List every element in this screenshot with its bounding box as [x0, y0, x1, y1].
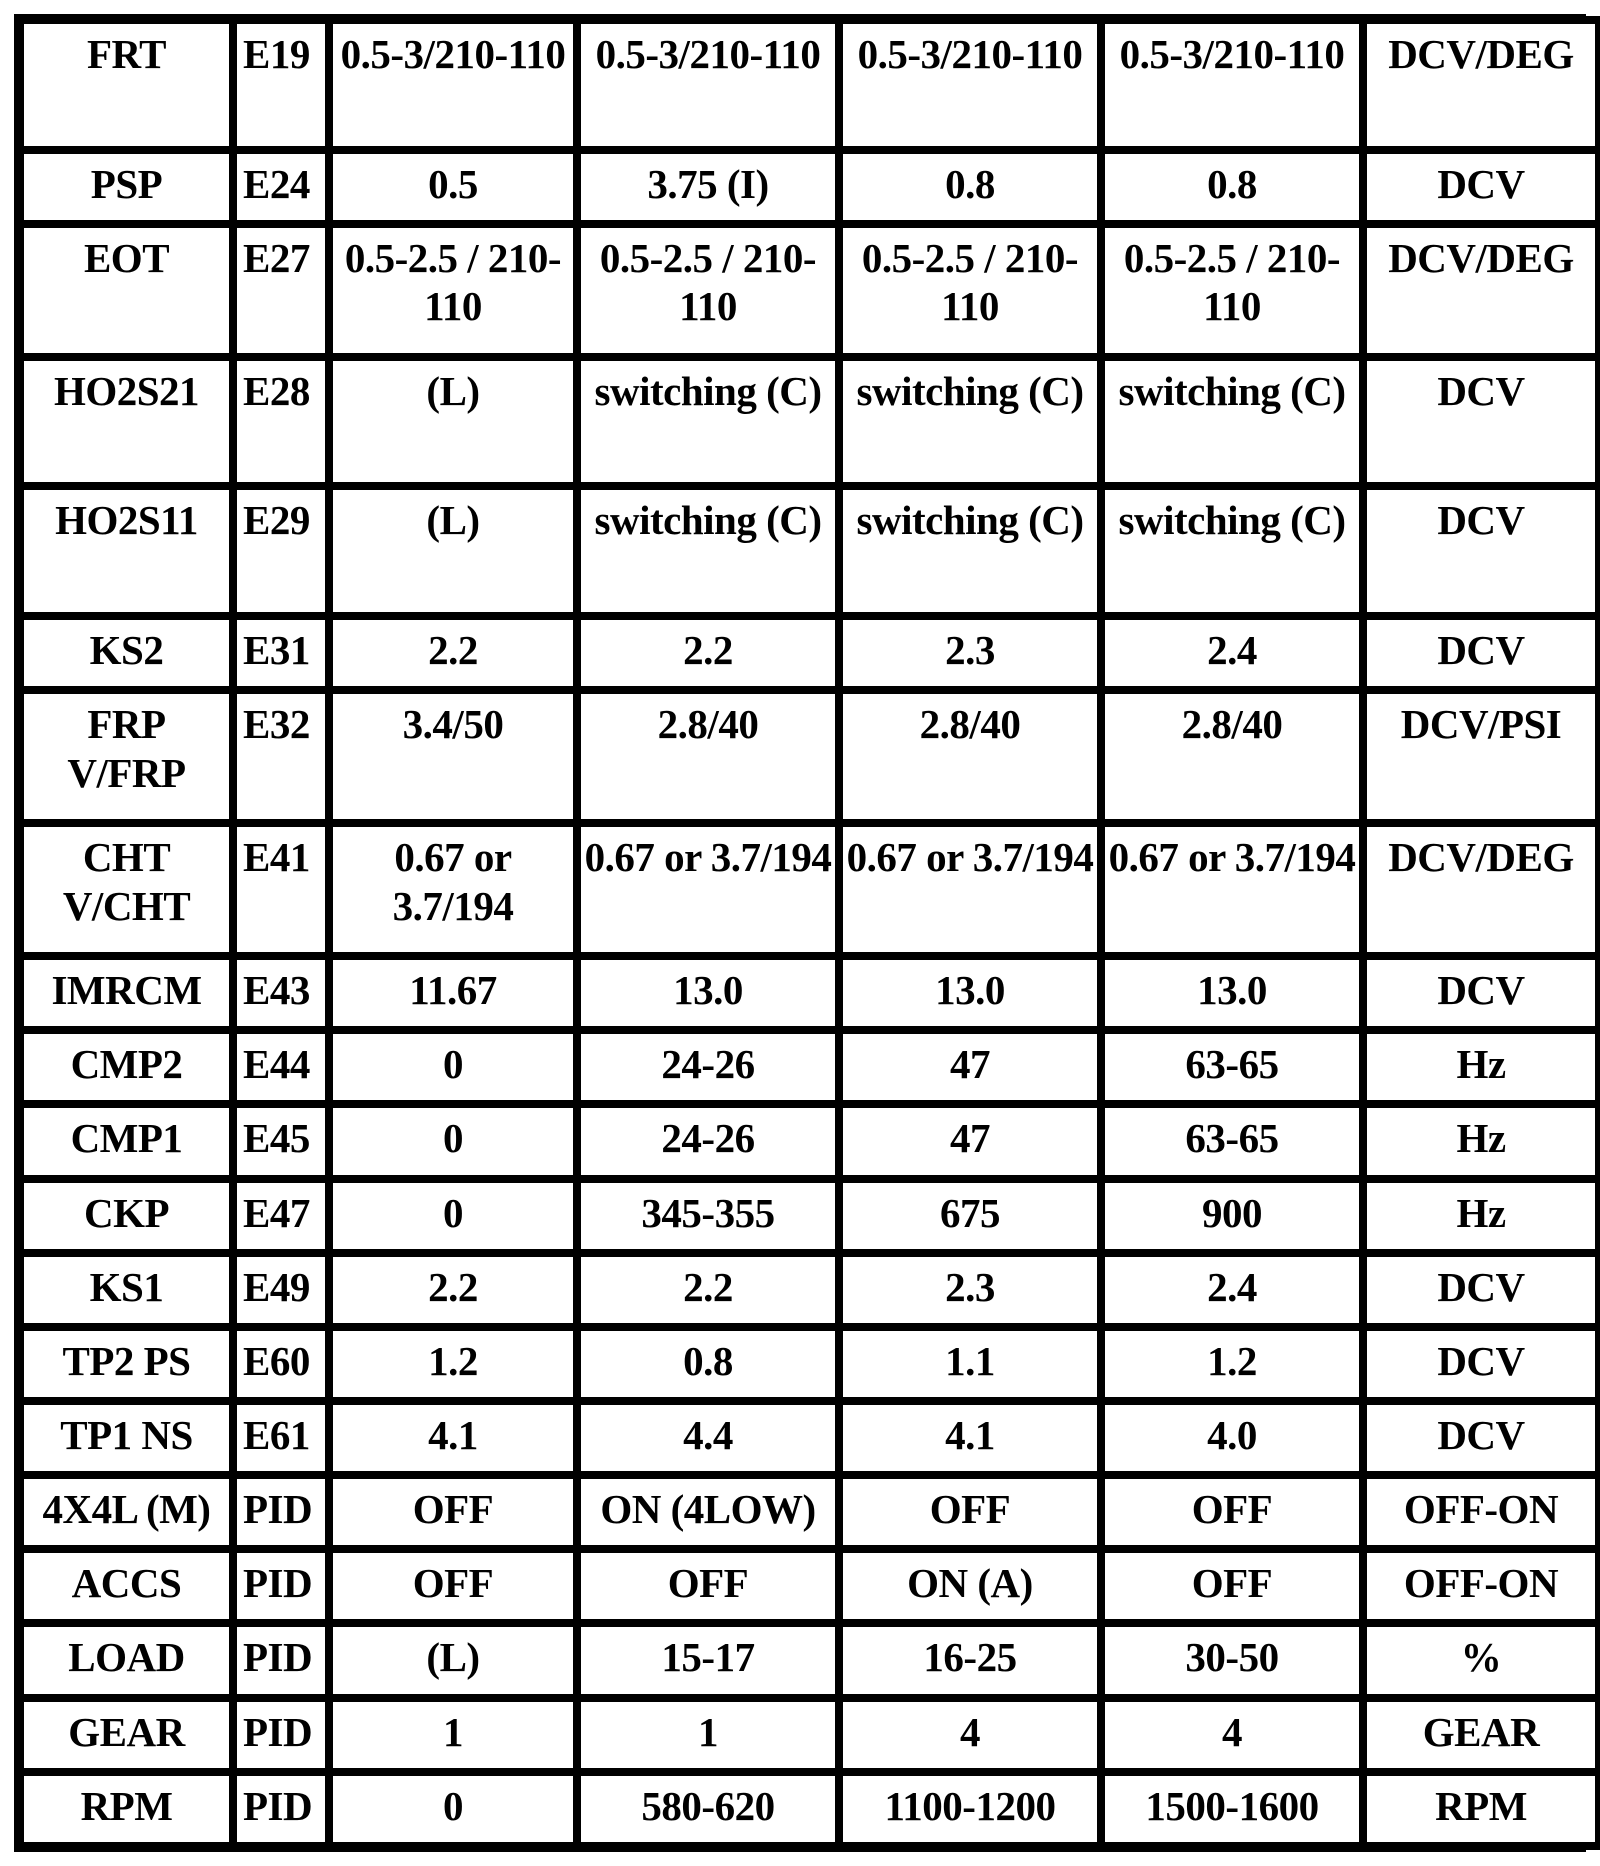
pin-code-cell: E27 — [237, 228, 325, 353]
table-row — [24, 361, 1595, 483]
pin-code-cell: E19 — [237, 24, 325, 146]
value-cell-3: OFF — [843, 1479, 1097, 1545]
value-cell-4: 4.0 — [1105, 1405, 1359, 1471]
pin-code-cell: PID — [237, 1553, 325, 1619]
value-cell-3: 0.8 — [843, 154, 1097, 220]
signal-name-cell: PSP — [24, 154, 229, 220]
table-row — [24, 24, 1595, 146]
value-cell-1: OFF — [333, 1479, 573, 1545]
pin-code-cell: E60 — [237, 1331, 325, 1397]
value-cell-1: 0 — [333, 1183, 573, 1249]
value-cell-3: ON (A) — [843, 1553, 1097, 1619]
unit-cell: DCV/PSI — [1367, 694, 1595, 819]
value-cell-2: 0.5-2.5 / 210-110 — [581, 228, 835, 353]
signal-name-cell: CKP — [24, 1183, 229, 1249]
pin-code-cell: E47 — [237, 1183, 325, 1249]
value-cell-1: 0 — [333, 1108, 573, 1174]
table-row — [24, 960, 1595, 1026]
pin-code-cell: E28 — [237, 361, 325, 483]
signal-name-cell: ACCS — [24, 1553, 229, 1619]
unit-cell: DCV/DEG — [1367, 228, 1595, 353]
value-cell-4: 13.0 — [1105, 960, 1359, 1026]
unit-cell: DCV — [1367, 1405, 1595, 1471]
value-cell-1: 2.2 — [333, 620, 573, 686]
pin-code-cell: E41 — [237, 827, 325, 952]
signal-name-cell: HO2S21 — [24, 361, 229, 483]
value-cell-1: 0.5-3/210-110 — [333, 24, 573, 146]
unit-cell: % — [1367, 1627, 1595, 1693]
value-cell-4: 0.8 — [1105, 154, 1359, 220]
signal-name-cell: CHT V/CHT — [24, 827, 229, 952]
unit-cell: DCV — [1367, 960, 1595, 1026]
signal-name-cell: KS2 — [24, 620, 229, 686]
value-cell-1: (L) — [333, 361, 573, 483]
value-cell-1: 1 — [333, 1702, 573, 1768]
value-cell-2: switching (C) — [581, 490, 835, 612]
unit-cell: DCV — [1367, 1257, 1595, 1323]
value-cell-4: 0.5-2.5 / 210-110 — [1105, 228, 1359, 353]
value-cell-2: 15-17 — [581, 1627, 835, 1693]
signal-name-cell: RPM — [24, 1776, 229, 1842]
value-cell-3: switching (C) — [843, 490, 1097, 612]
unit-cell: Hz — [1367, 1183, 1595, 1249]
value-cell-3: 47 — [843, 1034, 1097, 1100]
table-row — [24, 694, 1595, 819]
value-cell-1: (L) — [333, 490, 573, 612]
table-row — [24, 1479, 1595, 1545]
value-cell-3: 2.8/40 — [843, 694, 1097, 819]
value-cell-2: 3.75 (I) — [581, 154, 835, 220]
value-cell-1: 0 — [333, 1776, 573, 1842]
value-cell-3: switching (C) — [843, 361, 1097, 483]
value-cell-2: 13.0 — [581, 960, 835, 1026]
table-row — [24, 1553, 1595, 1619]
pin-code-cell: E24 — [237, 154, 325, 220]
value-cell-4: 63-65 — [1105, 1034, 1359, 1100]
table-body — [24, 24, 1595, 1842]
data-table-frame — [14, 14, 1586, 1852]
signal-name-cell: TP2 PS — [24, 1331, 229, 1397]
pin-code-cell: E49 — [237, 1257, 325, 1323]
value-cell-3: 2.3 — [843, 1257, 1097, 1323]
value-cell-4: 0.67 or 3.7/194 — [1105, 827, 1359, 952]
value-cell-4: 30-50 — [1105, 1627, 1359, 1693]
signal-name-cell: FRP V/FRP — [24, 694, 229, 819]
value-cell-2: 2.2 — [581, 620, 835, 686]
pin-code-cell: E43 — [237, 960, 325, 1026]
value-cell-3: 47 — [843, 1108, 1097, 1174]
value-cell-4: 2.8/40 — [1105, 694, 1359, 819]
signal-name-cell: GEAR — [24, 1702, 229, 1768]
value-cell-3: 0.67 or 3.7/194 — [843, 827, 1097, 952]
unit-cell: Hz — [1367, 1108, 1595, 1174]
unit-cell: OFF-ON — [1367, 1479, 1595, 1545]
value-cell-2: OFF — [581, 1553, 835, 1619]
table-row — [24, 1331, 1595, 1397]
table-row — [24, 228, 1595, 353]
value-cell-2: 580-620 — [581, 1776, 835, 1842]
value-cell-2: switching (C) — [581, 361, 835, 483]
data-table — [16, 16, 1600, 1850]
signal-name-cell: LOAD — [24, 1627, 229, 1693]
unit-cell: DCV/DEG — [1367, 827, 1595, 952]
signal-name-cell: HO2S11 — [24, 490, 229, 612]
value-cell-3: 16-25 — [843, 1627, 1097, 1693]
unit-cell: DCV — [1367, 1331, 1595, 1397]
value-cell-4: 1.2 — [1105, 1331, 1359, 1397]
value-cell-4: 0.5-3/210-110 — [1105, 24, 1359, 146]
pin-code-cell: E61 — [237, 1405, 325, 1471]
value-cell-3: 0.5-2.5 / 210-110 — [843, 228, 1097, 353]
value-cell-2: ON (4LOW) — [581, 1479, 835, 1545]
value-cell-4: 1500-1600 — [1105, 1776, 1359, 1842]
value-cell-3: 675 — [843, 1183, 1097, 1249]
value-cell-3: 13.0 — [843, 960, 1097, 1026]
unit-cell: DCV — [1367, 620, 1595, 686]
table-row — [24, 620, 1595, 686]
value-cell-4: OFF — [1105, 1553, 1359, 1619]
pin-code-cell: E45 — [237, 1108, 325, 1174]
value-cell-3: 1.1 — [843, 1331, 1097, 1397]
value-cell-2: 24-26 — [581, 1034, 835, 1100]
value-cell-3: 1100-1200 — [843, 1776, 1097, 1842]
value-cell-1: 0.67 or 3.7/194 — [333, 827, 573, 952]
signal-name-cell: IMRCM — [24, 960, 229, 1026]
value-cell-1: 11.67 — [333, 960, 573, 1026]
value-cell-2: 4.4 — [581, 1405, 835, 1471]
unit-cell: DCV — [1367, 154, 1595, 220]
pin-code-cell: PID — [237, 1702, 325, 1768]
table-row — [24, 1183, 1595, 1249]
value-cell-2: 1 — [581, 1702, 835, 1768]
value-cell-1: OFF — [333, 1553, 573, 1619]
unit-cell: DCV — [1367, 361, 1595, 483]
table-row — [24, 827, 1595, 952]
pin-code-cell: PID — [237, 1479, 325, 1545]
value-cell-1: (L) — [333, 1627, 573, 1693]
value-cell-1: 3.4/50 — [333, 694, 573, 819]
pin-code-cell: PID — [237, 1627, 325, 1693]
value-cell-3: 2.3 — [843, 620, 1097, 686]
table-row — [24, 1776, 1595, 1842]
table-row — [24, 1702, 1595, 1768]
table-row — [24, 1034, 1595, 1100]
value-cell-2: 2.8/40 — [581, 694, 835, 819]
value-cell-3: 4 — [843, 1702, 1097, 1768]
unit-cell: GEAR — [1367, 1702, 1595, 1768]
table-row — [24, 1627, 1595, 1693]
value-cell-4: 63-65 — [1105, 1108, 1359, 1174]
value-cell-4: 900 — [1105, 1183, 1359, 1249]
value-cell-1: 0.5 — [333, 154, 573, 220]
value-cell-2: 2.2 — [581, 1257, 835, 1323]
unit-cell: OFF-ON — [1367, 1553, 1595, 1619]
unit-cell: DCV/DEG — [1367, 24, 1595, 146]
value-cell-4: 2.4 — [1105, 1257, 1359, 1323]
table-row — [24, 490, 1595, 612]
value-cell-2: 0.67 or 3.7/194 — [581, 827, 835, 952]
pin-code-cell: E29 — [237, 490, 325, 612]
signal-name-cell: 4X4L (M) — [24, 1479, 229, 1545]
value-cell-1: 0.5-2.5 / 210-110 — [333, 228, 573, 353]
value-cell-3: 0.5-3/210-110 — [843, 24, 1097, 146]
unit-cell: RPM — [1367, 1776, 1595, 1842]
pin-code-cell: E31 — [237, 620, 325, 686]
table-row — [24, 1108, 1595, 1174]
value-cell-4: switching (C) — [1105, 361, 1359, 483]
signal-name-cell: FRT — [24, 24, 229, 146]
table-row — [24, 1257, 1595, 1323]
value-cell-2: 0.8 — [581, 1331, 835, 1397]
signal-name-cell: EOT — [24, 228, 229, 353]
unit-cell: Hz — [1367, 1034, 1595, 1100]
value-cell-1: 1.2 — [333, 1331, 573, 1397]
value-cell-4: 2.4 — [1105, 620, 1359, 686]
pin-code-cell: E32 — [237, 694, 325, 819]
unit-cell: DCV — [1367, 490, 1595, 612]
value-cell-4: switching (C) — [1105, 490, 1359, 612]
value-cell-4: 4 — [1105, 1702, 1359, 1768]
value-cell-2: 345-355 — [581, 1183, 835, 1249]
signal-name-cell: CMP2 — [24, 1034, 229, 1100]
value-cell-1: 0 — [333, 1034, 573, 1100]
table-row — [24, 1405, 1595, 1471]
value-cell-2: 0.5-3/210-110 — [581, 24, 835, 146]
value-cell-3: 4.1 — [843, 1405, 1097, 1471]
value-cell-4: OFF — [1105, 1479, 1359, 1545]
signal-name-cell: CMP1 — [24, 1108, 229, 1174]
signal-name-cell: KS1 — [24, 1257, 229, 1323]
table-row — [24, 154, 1595, 220]
pin-code-cell: PID — [237, 1776, 325, 1842]
pin-code-cell: E44 — [237, 1034, 325, 1100]
value-cell-1: 2.2 — [333, 1257, 573, 1323]
value-cell-2: 24-26 — [581, 1108, 835, 1174]
value-cell-1: 4.1 — [333, 1405, 573, 1471]
signal-name-cell: TP1 NS — [24, 1405, 229, 1471]
